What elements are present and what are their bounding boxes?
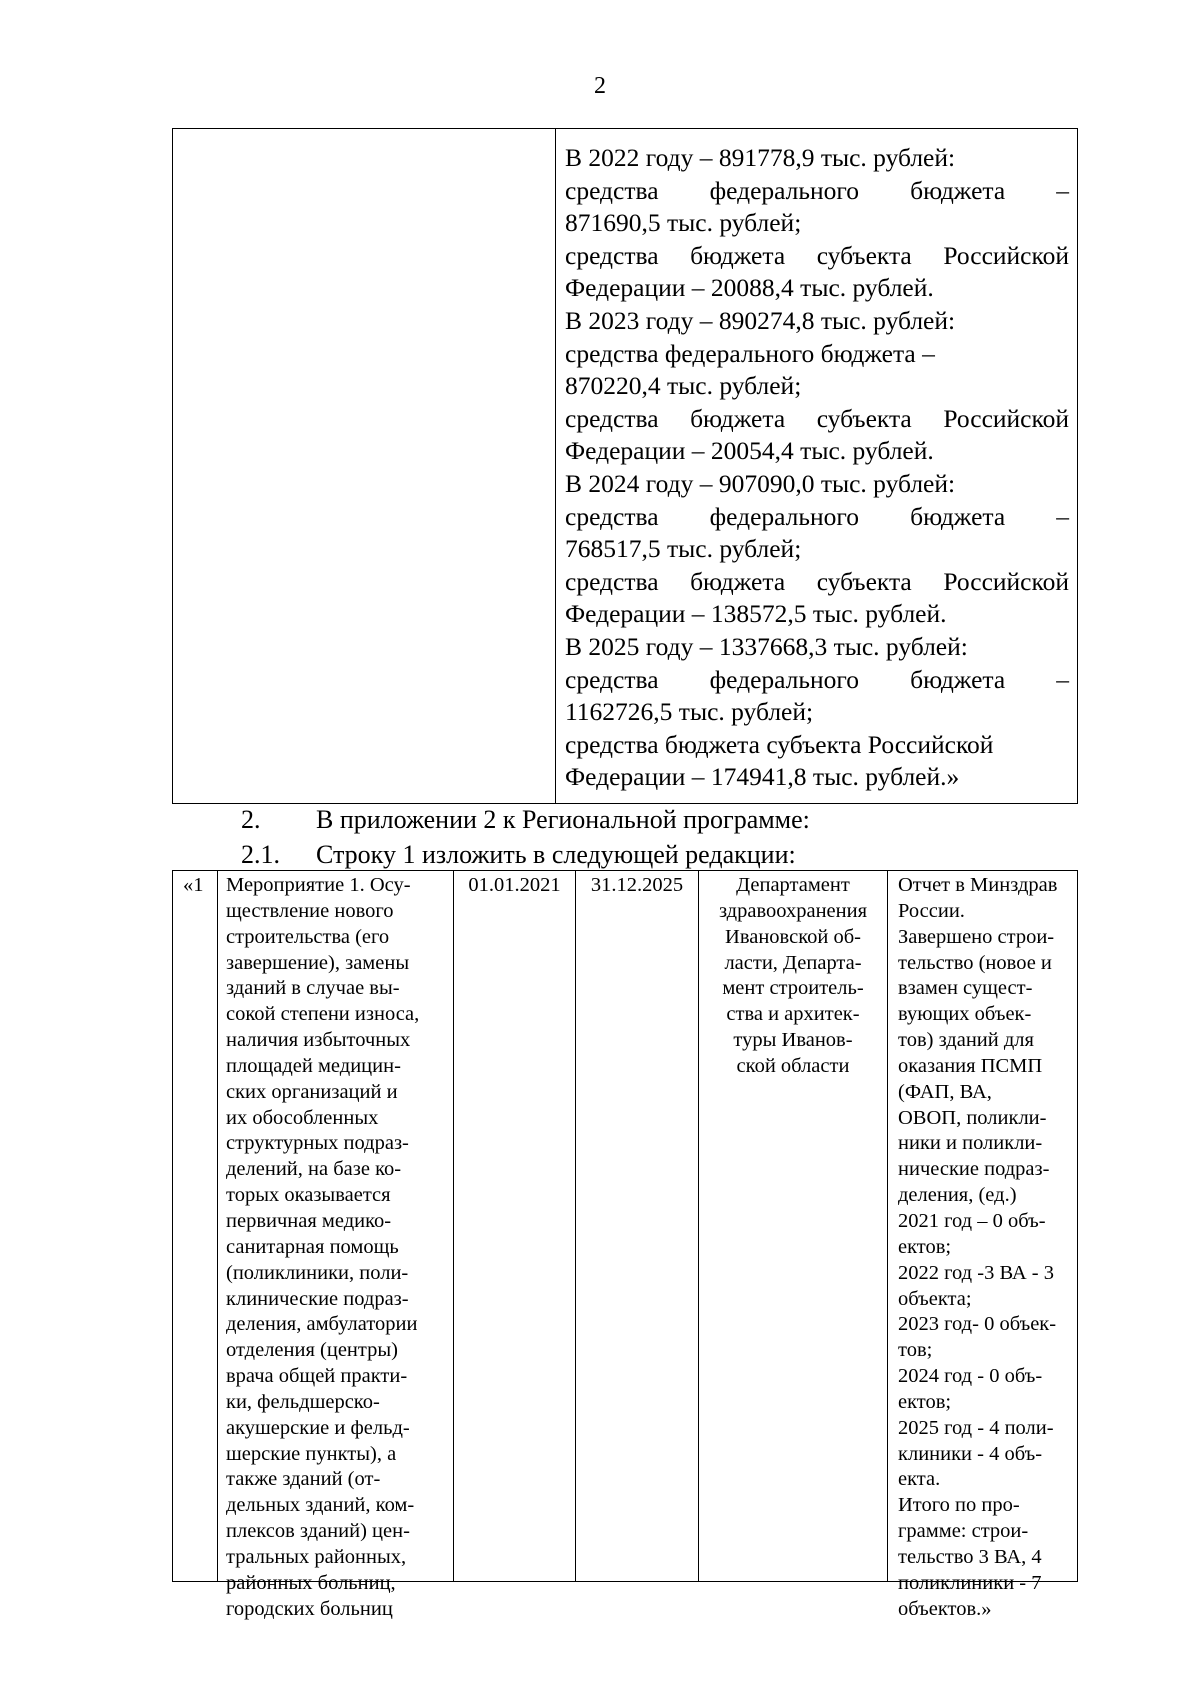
word: бюджета: [690, 566, 786, 596]
cell-line: объекта;: [898, 1287, 972, 1310]
cell-line: Итого по про-: [898, 1494, 1020, 1517]
word: –: [1056, 664, 1069, 694]
word: федерального: [709, 664, 860, 694]
word: средства: [565, 664, 659, 694]
financing-line: В 2023 году – 890274,8 тыс. рублей:: [565, 305, 956, 335]
financing-line: Федерации – 20054,4 тыс. рублей.: [565, 436, 934, 466]
financing-empty-cell: [173, 129, 556, 803]
cell-line: торых оказывается: [226, 1184, 391, 1207]
cell-line: нические подраз-: [898, 1158, 1050, 1181]
word: бюджета: [690, 403, 786, 433]
cell-line: делений, на базе ко-: [226, 1158, 402, 1181]
cell-line: клинические подраз-: [226, 1287, 409, 1310]
cell-line: ской области: [736, 1054, 850, 1077]
financing-line: В 2025 году – 1337668,3 тыс. рублей:: [565, 631, 968, 661]
cell-line: Завершено строи-: [898, 925, 1055, 948]
cell-line: мент строитель-: [722, 977, 864, 1000]
word: средства: [565, 175, 659, 205]
financing-line: В 2024 году – 907090,0 тыс. рублей:: [565, 468, 956, 498]
cell-line: их обособленных: [226, 1106, 379, 1129]
result-cell: [888, 871, 1077, 1620]
cell-line: 2023 год- 0 объек-: [898, 1313, 1057, 1336]
word: средства: [565, 403, 659, 433]
cell-line: дельных зданий, ком-: [226, 1494, 415, 1517]
cell-line: сокой степени износа,: [226, 1003, 420, 1026]
word: Российской: [943, 403, 1069, 433]
word: средства: [565, 501, 659, 531]
cell-line: ства и архитек-: [726, 1003, 860, 1026]
responsible-cell: [699, 871, 888, 1581]
event-cell: [218, 871, 454, 1620]
word: бюджета: [910, 175, 1006, 205]
word: федерального: [709, 501, 860, 531]
cell-line: поликлиники - 7: [898, 1571, 1042, 1594]
paragraph-text: В приложении 2 к Региональной программе:: [316, 805, 810, 834]
word: бюджета: [910, 664, 1006, 694]
cell-line: Мероприятие 1. Осу-: [226, 874, 411, 896]
page-number: 2: [594, 73, 606, 99]
cell-line: тральных районных,: [226, 1545, 407, 1568]
cell-line: тов) зданий для: [898, 1029, 1034, 1052]
cell-line: тов;: [898, 1339, 933, 1362]
word: средства: [565, 240, 659, 270]
cell-line: ки, фельдшерско-: [226, 1390, 380, 1413]
cell-line: деления, (ед.): [898, 1184, 1017, 1207]
cell-line: ОВОП, поликли-: [898, 1106, 1047, 1129]
end-date-cell: [576, 871, 699, 1581]
cell-line: России.: [898, 899, 965, 922]
cell-line: завершение), замены: [226, 951, 410, 974]
cell-line: тельство (новое и: [898, 951, 1052, 974]
financing-line: Федерации – 20088,4 тыс. рублей.: [565, 273, 934, 303]
cell-line: структурных подраз-: [226, 1132, 409, 1155]
paragraph-number: 2.: [241, 805, 261, 834]
cell-line: Департамент: [736, 874, 850, 896]
cell-line: акушерские и фельд-: [226, 1416, 410, 1439]
word: средства: [565, 566, 659, 596]
word: Российской: [943, 240, 1069, 270]
financing-line: [565, 566, 1069, 599]
financing-line: 768517,5 тыс. рублей;: [565, 534, 802, 564]
cell-line: грамме: строи-: [898, 1520, 1029, 1543]
cell-line: взамен сущест-: [898, 977, 1033, 1000]
financing-line: Федерации – 138572,5 тыс. рублей.: [565, 599, 947, 629]
paragraph-number: 2.1.: [241, 840, 280, 869]
row-number-cell: [173, 871, 218, 1581]
cell-line: туры Иванов-: [733, 1029, 853, 1052]
cell-line: здравоохранения: [718, 899, 868, 922]
end-date: 31.12.2025: [590, 874, 684, 896]
cell-line: (ФАП, ВА,: [898, 1080, 992, 1103]
cell-line: 2025 год - 4 поли-: [898, 1416, 1054, 1439]
cell-line: екта.: [898, 1468, 941, 1491]
financing-line: средства федерального бюджета –: [565, 338, 935, 368]
cell-line: тельство 3 ВА, 4: [898, 1545, 1042, 1568]
word: –: [1056, 501, 1069, 531]
word: бюджета: [910, 501, 1006, 531]
start-date: 01.01.2021: [468, 874, 561, 896]
word: субъекта: [816, 403, 912, 433]
word: субъекта: [816, 566, 912, 596]
cell-line: площадей медицин-: [226, 1054, 401, 1077]
cell-line: первичная медико-: [226, 1209, 392, 1232]
cell-line: ектов;: [898, 1235, 952, 1258]
cell-line: ществление нового: [226, 899, 394, 922]
cell-line: 2024 год - 0 объ-: [898, 1365, 1043, 1388]
cell-line: городских больниц: [226, 1597, 393, 1620]
word: –: [1056, 175, 1069, 205]
program-row-table: [172, 870, 1078, 1620]
financing-line: В 2022 году – 891778,9 тыс. рублей:: [565, 143, 956, 172]
financing-line: [565, 175, 1069, 208]
cell-line: клиники - 4 объ-: [898, 1442, 1043, 1465]
financing-line: Федерации – 174941,8 тыс. рублей.»: [565, 762, 960, 792]
cell-line: 2022 год -3 ВА - 3: [898, 1261, 1054, 1284]
cell-line: объектов.»: [898, 1597, 992, 1620]
cell-line: ектов;: [898, 1390, 952, 1413]
cell-line: наличия избыточных: [226, 1029, 411, 1052]
financing-table: [172, 128, 1078, 804]
cell-line: отделения (центры): [226, 1339, 398, 1362]
cell-line: зданий в случае вы-: [226, 977, 400, 1000]
cell-line: Отчет в Минздрав: [898, 874, 1058, 896]
cell-line: строительства (его: [226, 925, 390, 948]
cell-line: ники и поликли-: [898, 1132, 1043, 1155]
cell-line: также зданий (от-: [226, 1468, 381, 1491]
word: федерального: [709, 175, 860, 205]
row-number: «1: [183, 874, 204, 896]
cell-line: плексов зданий) цен-: [226, 1520, 410, 1543]
cell-line: оказания ПСМП: [898, 1054, 1043, 1077]
cell-line: Ивановской об-: [725, 925, 861, 948]
financing-line: [565, 664, 1069, 697]
cell-line: районных больниц,: [226, 1571, 396, 1594]
word: бюджета: [690, 240, 786, 270]
financing-line: 871690,5 тыс. рублей;: [565, 208, 802, 238]
cell-line: деления, амбулатории: [226, 1313, 418, 1336]
financing-line: [565, 403, 1069, 436]
cell-line: ских организаций и: [226, 1080, 398, 1103]
cell-line: (поликлиники, поли-: [226, 1261, 409, 1284]
financing-line: средства бюджета субъекта Российской: [565, 729, 994, 759]
paragraph-text: Строку 1 изложить в следующей редакции:: [316, 840, 796, 869]
financing-line: 870220,4 тыс. рублей;: [565, 371, 802, 401]
cell-line: вующих объек-: [898, 1003, 1032, 1026]
cell-line: 2021 год – 0 объ-: [898, 1209, 1046, 1232]
word: Российской: [943, 566, 1069, 596]
cell-line: ласти, Департа-: [724, 951, 862, 974]
cell-line: шерские пункты), а: [226, 1442, 397, 1465]
cell-line: врача общей практи-: [226, 1365, 408, 1388]
cell-line: санитарная помощь: [226, 1235, 399, 1258]
financing-line: [565, 240, 1069, 273]
word: субъекта: [816, 240, 912, 270]
financing-text-cell: [556, 129, 1077, 803]
financing-line: 1162726,5 тыс. рублей;: [565, 697, 814, 727]
financing-line: [565, 501, 1069, 534]
start-date-cell: [454, 871, 576, 1581]
